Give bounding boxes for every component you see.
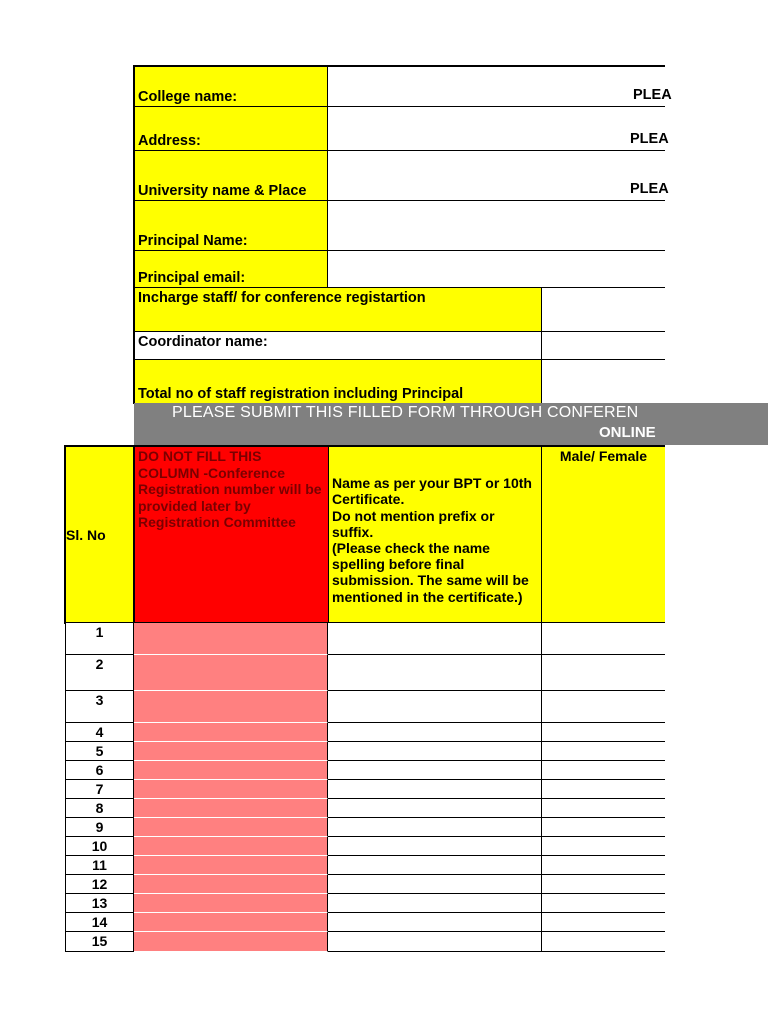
- address-field[interactable]: [328, 107, 669, 151]
- row-gender-cell[interactable]: [542, 856, 665, 875]
- address-value: PLEA: [630, 131, 669, 147]
- row-name-cell[interactable]: [328, 875, 542, 894]
- row-gender-cell[interactable]: [542, 818, 665, 837]
- university-field[interactable]: [328, 151, 669, 201]
- college-name-value: PLEA: [633, 87, 672, 103]
- row-serial-number: 4: [65, 723, 134, 742]
- row-serial-number: 14: [65, 913, 134, 932]
- college-name-field[interactable]: [328, 67, 672, 107]
- row-name-cell[interactable]: [328, 723, 542, 742]
- row-serial-number: 3: [65, 691, 134, 723]
- row-name-cell[interactable]: [328, 837, 542, 856]
- header-gender-text: Male/ Female: [559, 448, 648, 464]
- header-name-text: Name as per your BPT or 10th Certificate. Do not mention prefix or suffix. (Please check the name spelling before final submission. The same will be mentioned in the certificate.): [332, 475, 532, 605]
- row-serial-number: 12: [65, 875, 134, 894]
- row-name-cell[interactable]: [328, 856, 542, 875]
- row-gender-cell[interactable]: [542, 723, 665, 742]
- row-name-cell[interactable]: [328, 691, 542, 723]
- row-name-cell[interactable]: [328, 742, 542, 761]
- incharge-label: Incharge staff/ for conference registartion: [135, 288, 542, 332]
- row-gender-cell[interactable]: [542, 780, 665, 799]
- header-sno: [66, 447, 134, 622]
- row-serial-number: 13: [65, 894, 134, 913]
- row-registration-cell: [134, 655, 328, 691]
- row-gender-cell[interactable]: [542, 623, 665, 655]
- row-gender-cell[interactable]: [542, 932, 665, 952]
- row-registration-cell: [134, 913, 328, 932]
- row-gender-cell[interactable]: [542, 655, 665, 691]
- row-registration-cell: [134, 837, 328, 856]
- row-serial-number: 15: [65, 932, 134, 952]
- row-gender-cell[interactable]: [542, 799, 665, 818]
- row-name-cell[interactable]: [328, 894, 542, 913]
- row-registration-cell: [134, 932, 328, 952]
- row-gender-cell[interactable]: [542, 913, 665, 932]
- header-sno-text: Sl. No: [66, 526, 106, 543]
- coordinator-label: Coordinator name:: [135, 332, 542, 360]
- row-registration-cell: [134, 723, 328, 742]
- principal-email-label: Principal email:: [135, 251, 328, 287]
- row-registration-cell: [134, 856, 328, 875]
- address-label: Address:: [135, 107, 328, 151]
- row-registration-cell: [134, 780, 328, 799]
- row-serial-number: 5: [65, 742, 134, 761]
- row-gender-cell[interactable]: [542, 761, 665, 780]
- banner-line-2: ONLINE: [599, 424, 656, 441]
- row-registration-cell: [134, 799, 328, 818]
- row-serial-number: 6: [65, 761, 134, 780]
- row-gender-cell[interactable]: [542, 691, 665, 723]
- row-registration-cell: [134, 742, 328, 761]
- header-registration-number: [135, 447, 328, 622]
- row-gender-cell[interactable]: [542, 875, 665, 894]
- incharge-field[interactable]: [542, 288, 665, 332]
- row-name-cell[interactable]: [328, 932, 542, 952]
- row-serial-number: 7: [65, 780, 134, 799]
- header-name: [328, 447, 542, 622]
- header-gender: [542, 447, 665, 622]
- row-name-cell[interactable]: [328, 818, 542, 837]
- header-registration-text: DO NOT FILL THIS COLUMN -Conference Registration number will be provided later by Registration Committee: [138, 448, 322, 530]
- row-serial-number: 8: [65, 799, 134, 818]
- principal-name-field[interactable]: [328, 201, 665, 251]
- row-serial-number: 9: [65, 818, 134, 837]
- row-registration-cell: [134, 761, 328, 780]
- row-registration-cell: [134, 875, 328, 894]
- row-registration-cell: [134, 894, 328, 913]
- total-staff-field[interactable]: [542, 360, 665, 403]
- row-registration-cell: [134, 623, 328, 655]
- coordinator-field[interactable]: [542, 332, 665, 360]
- row-name-cell[interactable]: [328, 623, 542, 655]
- row-serial-number: 10: [65, 837, 134, 856]
- row-name-cell[interactable]: [328, 761, 542, 780]
- university-label: University name & Place: [135, 151, 328, 201]
- row-name-cell[interactable]: [328, 655, 542, 691]
- row-serial-number: 2: [65, 655, 134, 691]
- banner-line-1: PLEASE SUBMIT THIS FILLED FORM THROUGH CONFEREN: [172, 404, 639, 421]
- row-name-cell[interactable]: [328, 913, 542, 932]
- row-name-cell[interactable]: [328, 799, 542, 818]
- row-gender-cell[interactable]: [542, 894, 665, 913]
- principal-email-field[interactable]: [328, 251, 665, 287]
- total-staff-label: Total no of staff registration including Principal: [135, 360, 542, 403]
- row-gender-cell[interactable]: [542, 742, 665, 761]
- row-name-cell[interactable]: [328, 780, 542, 799]
- university-value: PLEA: [630, 181, 669, 197]
- row-serial-number: 11: [65, 856, 134, 875]
- principal-name-label: Principal Name:: [135, 201, 328, 251]
- row-gender-cell[interactable]: [542, 837, 665, 856]
- submission-banner: [134, 403, 768, 445]
- row-serial-number: 1: [65, 623, 134, 655]
- college-name-label: College name:: [135, 67, 328, 107]
- row-registration-cell: [134, 818, 328, 837]
- row-registration-cell: [134, 691, 328, 723]
